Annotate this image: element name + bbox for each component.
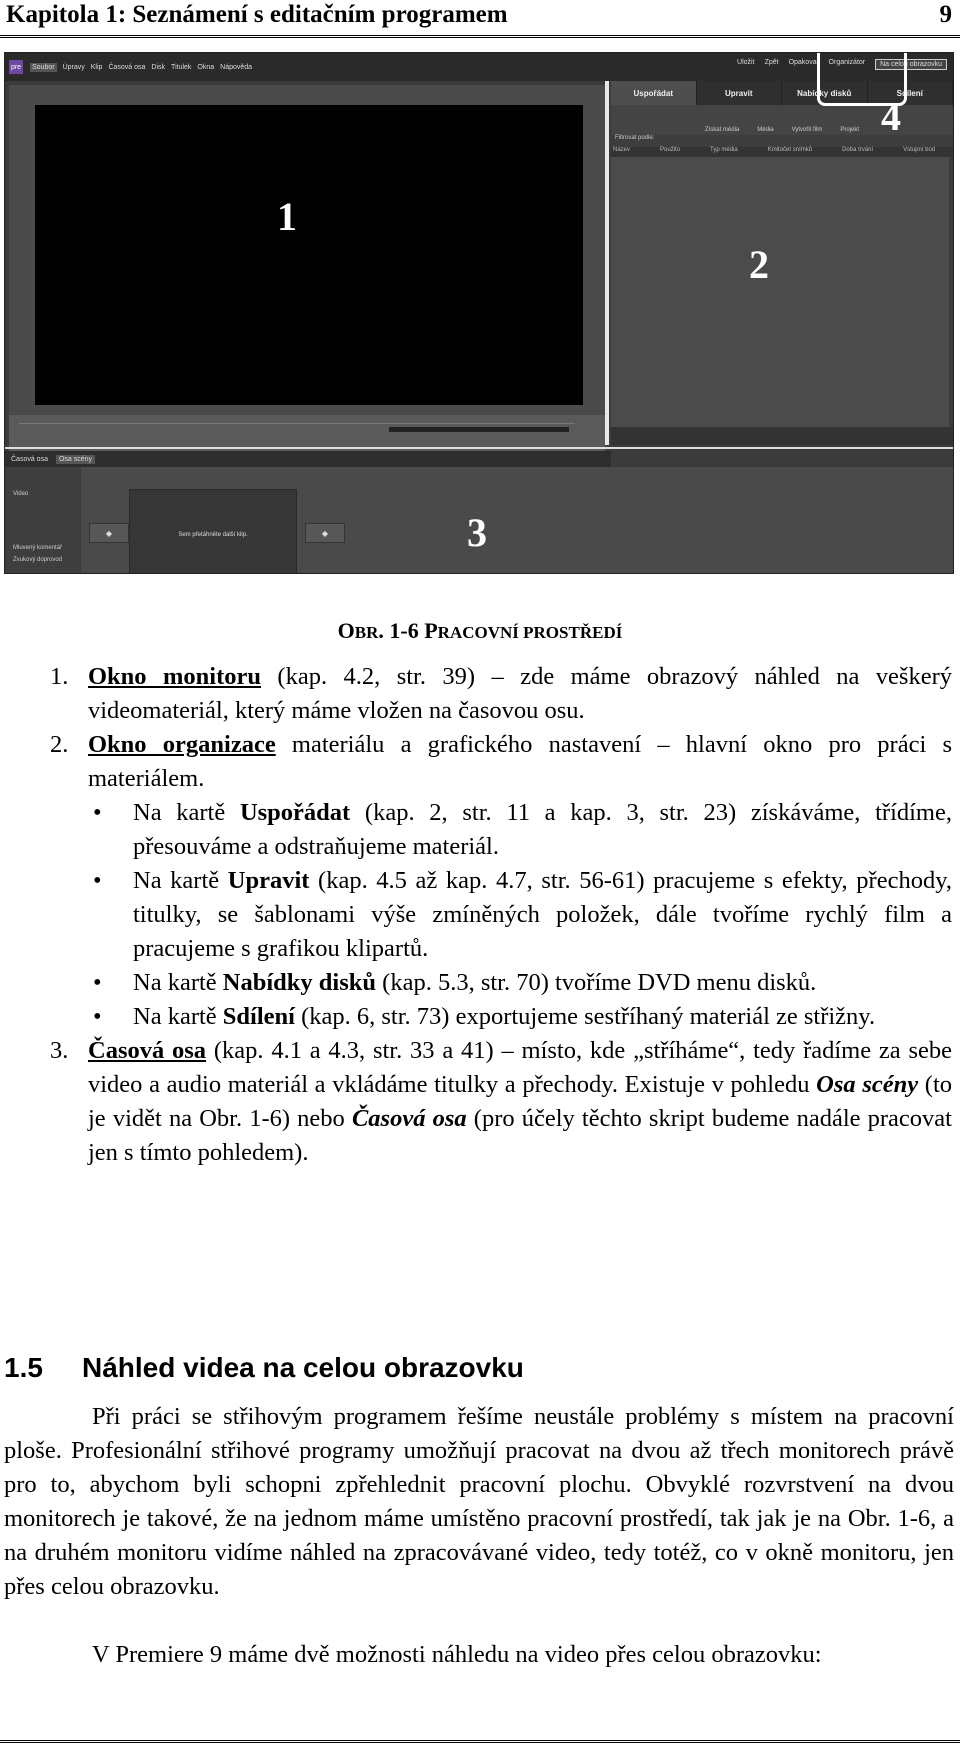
list-item-bold: Okno organizace <box>88 731 276 758</box>
list-item-3 <box>50 1034 952 1170</box>
list-item-text: materiálu a grafického nastavení – hlavní okno pro práci s materiálem. <box>88 731 953 792</box>
bullet-text: (kap. 4.5 až kap. 4.7, str. 56-61) pracujeme s efekty, přechody, titulky, se šablonami výše zmíněných položek, dále tvoříme rychlý film a pracujeme s grafikou klipartů. <box>133 867 952 962</box>
italic-term: Osa scény <box>816 1071 919 1098</box>
list-item-bold: Časová osa <box>88 1037 207 1064</box>
fullscreen-button[interactable]: Na celou obrazovku <box>875 59 947 70</box>
media-button[interactable]: Média <box>757 127 774 133</box>
menu-disc[interactable]: Disk <box>151 63 166 71</box>
column-headers <box>611 147 953 157</box>
narration-track-label: Mluvený komentář <box>13 545 63 551</box>
menu-title[interactable]: Titulek <box>171 63 192 71</box>
header-rule <box>0 35 960 38</box>
italic-term: Časová osa <box>351 1105 467 1132</box>
page-header <box>6 0 952 30</box>
list-item-1 <box>50 660 952 728</box>
tab-organize[interactable]: Uspořádat <box>611 81 697 105</box>
organizer-toolbar <box>611 105 953 135</box>
redo-button[interactable]: Opakovat <box>788 59 819 66</box>
bullet-bold: Upravit <box>227 867 310 894</box>
transition-slot-left[interactable]: ◆ <box>89 523 129 543</box>
bullet-bold: Uspořádat <box>239 799 351 826</box>
col-type[interactable]: Typ média <box>710 147 738 153</box>
bullet-pre: Na kartě <box>133 867 228 894</box>
list-item-2 <box>50 728 953 796</box>
organizer-statusbar <box>611 427 953 445</box>
bullet-pre: Na kartě <box>133 799 240 826</box>
bullet-pre: Na kartě <box>133 1003 223 1030</box>
bullet-text: (kap. 2, str. 11 a kap. 3, str. 23) získáváme, třídíme, přesouváme a odstraňujeme materiál. <box>133 799 952 860</box>
figure-caption <box>0 618 960 644</box>
monitor-preview <box>35 105 583 405</box>
monitor-scrub-bar[interactable] <box>389 427 569 432</box>
panel-divider <box>605 81 609 445</box>
menu-file[interactable]: Soubor <box>32 63 55 71</box>
chapter-title: Kapitola 1: Seznámení s editačním programem <box>6 1 508 28</box>
callout-1: 1 <box>277 194 297 239</box>
timeline-tabs <box>5 451 611 467</box>
callout-4: 4 <box>881 94 901 139</box>
caption-title: RACOVNÍ PROSTŘEDÍ <box>437 623 623 642</box>
callout-2: 2 <box>749 242 769 287</box>
list-item-text: (kap. 4.2, str. 39) – zde máme obrazový náhled na veškerý videomateriál, který máme vložen na časovou osu. <box>88 663 952 724</box>
transition-slot-right[interactable]: ◆ <box>305 523 345 543</box>
menu-timeline[interactable]: Časová osa <box>108 63 146 71</box>
menu-clip[interactable]: Klip <box>90 63 103 71</box>
footer-rule <box>0 1740 960 1743</box>
tab-edit[interactable]: Upravit <box>697 81 783 105</box>
filter-row: Filtrovat podle: <box>611 135 953 147</box>
callout-4-arrow <box>817 53 907 106</box>
premiere-screenshot <box>4 52 954 574</box>
monitor-ruler <box>19 417 575 424</box>
tab-disc-menus[interactable]: Nabídky disků <box>782 81 868 105</box>
bullet-icon: • <box>93 799 102 826</box>
bullet-bold: Nabídky disků <box>222 969 377 996</box>
app-logo-icon: pre <box>9 60 23 74</box>
clip-drop-box[interactable]: Sem přetáhněte další klip. <box>129 489 297 574</box>
bullet-text: (kap. 6, str. 73) exportujeme sestříhaný materiál ze střižny. <box>294 1003 876 1030</box>
bullet-item <box>88 864 952 966</box>
save-button[interactable]: Uložit <box>737 59 755 66</box>
list-item-text: (kap. 4.1 a 4.3, str. 33 a 41) – místo, kde „stříháme“, tedy řadíme za sebe video a audio materiál a vkládáme titulky a přechody. Existuje v pohledu <box>88 1037 952 1098</box>
list-item-text: (to je vidět na Obr. 1-6) nebo <box>88 1071 952 1132</box>
page-number: 9 <box>939 1 952 28</box>
col-name[interactable]: Název <box>613 147 631 153</box>
bullet-icon: • <box>93 969 102 996</box>
section-heading <box>4 1352 524 1384</box>
organizer-panel <box>611 157 949 427</box>
paragraph: Při práci se střihovým programem řešíme neustále problémy s místem na pracovní ploše. Profesionální střihové programy umožňují pracovat na dvou až třech monitorech právě pro to, abychom byli schopni zpřehlednit pracovní plochu. Obvyklé rozvrstvení na dvou monitorech je takové, že na jednom máme umístěno pracovní prostředí, tak jak je na Obr. 1-6, a na druhém monitoru vidíme náhled na zpracovávané video, tedy totéž, co v okně monitoru, jen přes celou obrazovku. <box>4 1403 954 1600</box>
get-media-button[interactable]: Získat média <box>704 127 740 133</box>
col-fps[interactable]: Kmitočet snímků <box>767 147 813 153</box>
monitor-panel <box>9 85 605 431</box>
col-used[interactable]: Použito <box>660 147 681 153</box>
caption-prefix: O <box>337 618 355 643</box>
caption-prefix-sc: BR <box>354 623 379 642</box>
list-item-bold: Okno monitoru <box>88 663 261 690</box>
tab-timeline[interactable]: Časová osa <box>11 455 48 463</box>
list-number: 1. <box>50 663 69 690</box>
bullet-icon: • <box>93 1003 102 1030</box>
monitor-controls <box>9 415 605 455</box>
video-track-label: Video <box>13 491 29 497</box>
track-headers <box>5 467 81 574</box>
list-number: 2. <box>50 731 69 758</box>
section-title: Náhled videa na celou obrazovku <box>82 1352 524 1383</box>
section-number: 1.5 <box>4 1352 43 1383</box>
instant-movie-button[interactable]: Vytvořit film <box>791 127 823 133</box>
bullet-bold: Sdílení <box>222 1003 295 1030</box>
feature-list <box>50 660 953 1170</box>
col-in-point[interactable]: Vstupní bod <box>903 147 936 153</box>
list-number: 3. <box>50 1037 69 1064</box>
callout-3: 3 <box>467 510 487 555</box>
menu-help[interactable]: Nápověda <box>220 63 253 71</box>
timeline-divider <box>5 447 953 449</box>
bullet-pre: Na kartě <box>133 969 223 996</box>
paragraph: V Premiere 9 máme dvě možnosti náhledu na video přes celou obrazovku: <box>92 1641 822 1668</box>
soundtrack-track-label: Zvukový doprovod <box>13 557 63 563</box>
tab-share[interactable]: Sdílení <box>868 81 954 105</box>
bullet-item <box>88 1000 952 1034</box>
bullet-item <box>88 966 952 1000</box>
caption-number: . 1-6 P <box>378 618 438 643</box>
bullet-text: (kap. 5.3, str. 70) tvoříme DVD menu disků. <box>376 969 817 996</box>
undo-button[interactable]: Zpět <box>764 59 779 66</box>
col-duration[interactable]: Doba trvání <box>842 147 874 153</box>
organizer-button[interactable]: Organizátor <box>828 59 866 66</box>
tab-sceneline[interactable]: Osa scény <box>56 455 95 464</box>
menu-edit[interactable]: Úpravy <box>62 63 85 71</box>
app-menubar <box>5 53 953 81</box>
bullet-item <box>88 796 952 864</box>
menu-window[interactable]: Okna <box>197 63 215 71</box>
bullet-icon: • <box>93 867 102 894</box>
project-button[interactable]: Projekt <box>840 127 860 133</box>
list-item-text: (pro účely těchto skript budeme nadále pracovat jen s tímto pohledem). <box>88 1105 952 1166</box>
